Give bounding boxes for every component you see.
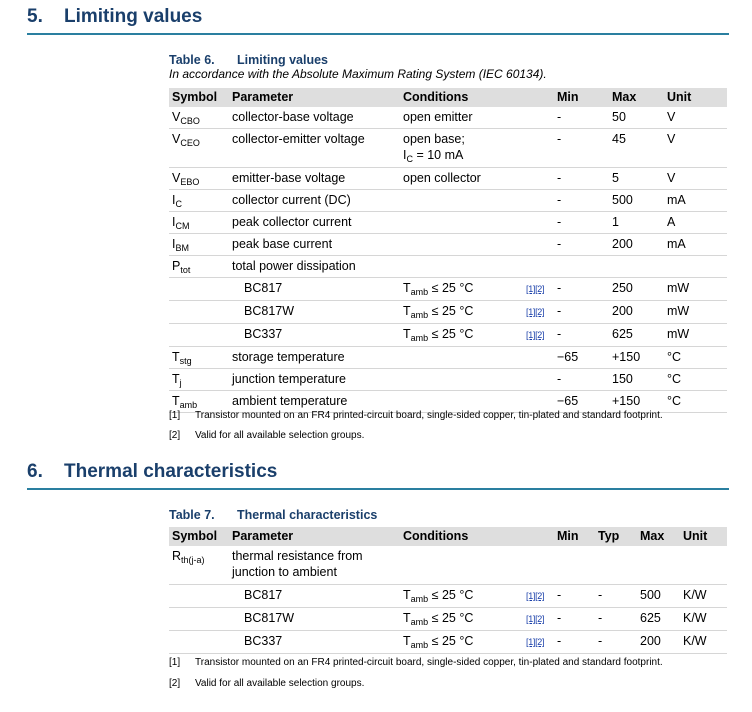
table-7-caption	[169, 508, 377, 522]
section-5-header	[27, 6, 729, 32]
section-title: Thermal characteristics	[64, 461, 278, 482]
table-row: BC817 $T_{amb} \le 25$ °C [1][2] - 250 mW	[169, 278, 727, 301]
table-title: Limiting values	[237, 53, 328, 67]
footnote-ref-link[interactable]: [1][2]	[526, 307, 545, 317]
table-6-note: [2] Valid for all available selection groups.	[169, 430, 365, 441]
table-row: $T_{stg}$ storage temperature −65 +150 °C	[169, 347, 727, 369]
section-number: 5.	[27, 6, 43, 27]
table-row: $T_{amb}$ ambient temperature −65 +150 °C	[169, 391, 727, 413]
table-row: $R_{th(j-a)}$ thermal resistance from junction to ambient	[169, 546, 727, 585]
footnote-ref-link[interactable]: [1][2]	[526, 591, 545, 601]
table-header-row	[169, 88, 727, 107]
footnote-ref-link[interactable]: [1][2]	[526, 614, 545, 624]
table-6-caption	[169, 53, 547, 81]
col-parameter: Parameter	[232, 527, 403, 546]
table-row: BC337 $T_{amb} \le 25$ °C [1][2] - 625 mW	[169, 324, 727, 347]
table-row: $V_{CBO}$ collector-base voltage open emitter - 50 V	[169, 107, 727, 129]
table-row: $V_{EBO}$ emitter-base voltage open collector - 5 V	[169, 168, 727, 190]
table-row: $I_C$ collector current (DC) - 500 mA	[169, 190, 727, 212]
table-row: BC817W $T_{amb} \le 25$ °C [1][2] - - 625 K/W	[169, 608, 727, 631]
section-6-header	[27, 461, 729, 487]
col-typ: Typ	[598, 527, 640, 546]
footnote-ref-link[interactable]: [1][2]	[526, 637, 545, 647]
table-label: Table 7.	[169, 508, 215, 522]
footnote-ref-link[interactable]: [1][2]	[526, 330, 545, 340]
table-row: BC337 $T_{amb} \le 25$ °C [1][2] - - 200 K/W	[169, 631, 727, 654]
col-symbol: Symbol	[169, 88, 232, 107]
col-unit: Unit	[683, 527, 727, 546]
col-symbol: Symbol	[169, 527, 232, 546]
table-row: $V_{CEO}$ collector-emitter voltage open base; $I_C = 10$ mA - 45 V	[169, 129, 727, 168]
col-max: Max	[612, 88, 667, 107]
table-subtitle: In accordance with the Absolute Maximum Rating System (IEC 60134).	[169, 67, 547, 81]
section-title: Limiting values	[64, 6, 203, 27]
thermal-characteristics-table	[169, 527, 727, 654]
table-title: Thermal characteristics	[237, 508, 378, 522]
table-row: $I_{BM}$ peak base current - 200 mA	[169, 234, 727, 256]
col-parameter: Parameter	[232, 88, 403, 107]
col-max: Max	[640, 527, 683, 546]
col-min: Min	[557, 88, 612, 107]
section-divider	[27, 488, 729, 490]
table-7-note: [1] Transistor mounted on an FR4 printed-circuit board, single-sided copper, tin-plated and standard footprint.	[169, 657, 663, 668]
table-header-row	[169, 527, 727, 546]
table-row: $P_{tot}$ total power dissipation	[169, 256, 727, 278]
col-min: Min	[557, 527, 598, 546]
table-7-note: [2] Valid for all available selection groups.	[169, 678, 365, 689]
col-conditions: Conditions	[403, 527, 526, 546]
table-row: $T_j$ junction temperature - 150 °C	[169, 369, 727, 391]
table-row: BC817W $T_{amb} \le 25$ °C [1][2] - 200 mW	[169, 301, 727, 324]
limiting-values-table	[169, 88, 727, 413]
table-row: $I_{CM}$ peak collector current - 1 A	[169, 212, 727, 234]
section-divider	[27, 33, 729, 35]
footnote-ref-link[interactable]: [1][2]	[526, 284, 545, 294]
table-label: Table 6.	[169, 53, 215, 67]
col-unit: Unit	[667, 88, 727, 107]
col-conditions: Conditions	[403, 88, 526, 107]
section-number: 6.	[27, 461, 43, 482]
table-row: BC817 $T_{amb} \le 25$ °C [1][2] - - 500 K/W	[169, 585, 727, 608]
table-6-note: [1] Transistor mounted on an FR4 printed-circuit board, single-sided copper, tin-plated and standard footprint.	[169, 410, 663, 421]
